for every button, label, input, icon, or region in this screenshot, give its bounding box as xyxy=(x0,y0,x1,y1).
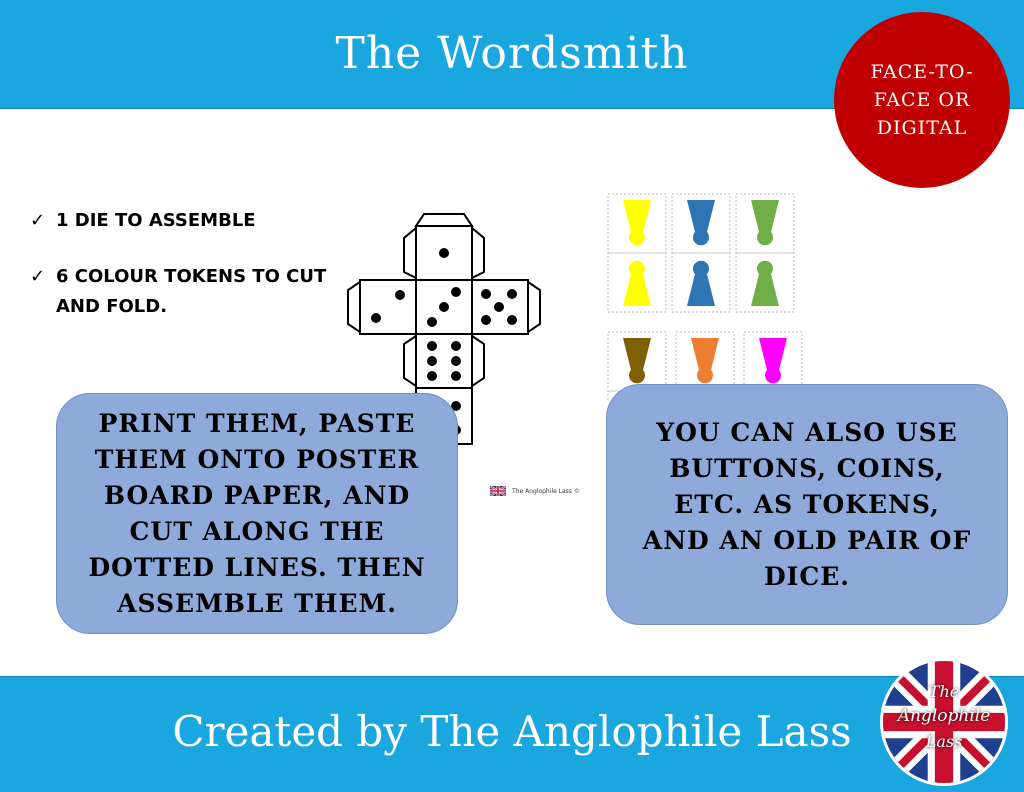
page-title: The Wordsmith xyxy=(335,28,689,79)
logo-text-line: Anglophile xyxy=(897,706,991,726)
checklist-item xyxy=(30,262,330,322)
logo-text-line: The xyxy=(928,682,960,701)
anglophile-lass-logo xyxy=(880,658,1008,786)
watermark-text: The Anglophile Lass © xyxy=(512,487,580,495)
checklist-item xyxy=(30,206,330,236)
instructions-callout: PRINT THEM, PASTE THEM ONTO POSTER BOARD PAPER, AND CUT ALONG THE DOTTED LINES. THEN ASSEMBLE THEM. xyxy=(56,393,458,634)
checkmark-icon: ✓ xyxy=(30,210,46,231)
watermark xyxy=(490,486,580,496)
contents-checklist xyxy=(30,206,330,348)
alternatives-callout: YOU CAN ALSO USE BUTTONS, COINS, ETC. AS TOKENS, AND AN OLD PAIR OF DICE. xyxy=(606,384,1008,625)
footer-credit: Created by The Anglophile Lass xyxy=(172,707,852,756)
colour-tokens-sheet xyxy=(606,192,806,402)
game-pawn-icon xyxy=(608,194,666,312)
footer-banner xyxy=(0,676,1024,792)
checkmark-icon: ✓ xyxy=(30,266,46,287)
game-pawn-icon xyxy=(672,194,730,312)
checklist-item-text: 1 DIE TO ASSEMBLE xyxy=(56,210,256,231)
format-badge: FACE-TO-FACE OR DIGITAL xyxy=(834,12,1010,188)
union-jack-icon xyxy=(490,486,506,496)
logo-text-line: Lass xyxy=(925,732,963,751)
checklist-item-text: 6 COLOUR TOKENS TO CUT AND FOLD. xyxy=(56,266,327,317)
game-pawn-icon xyxy=(736,194,794,312)
